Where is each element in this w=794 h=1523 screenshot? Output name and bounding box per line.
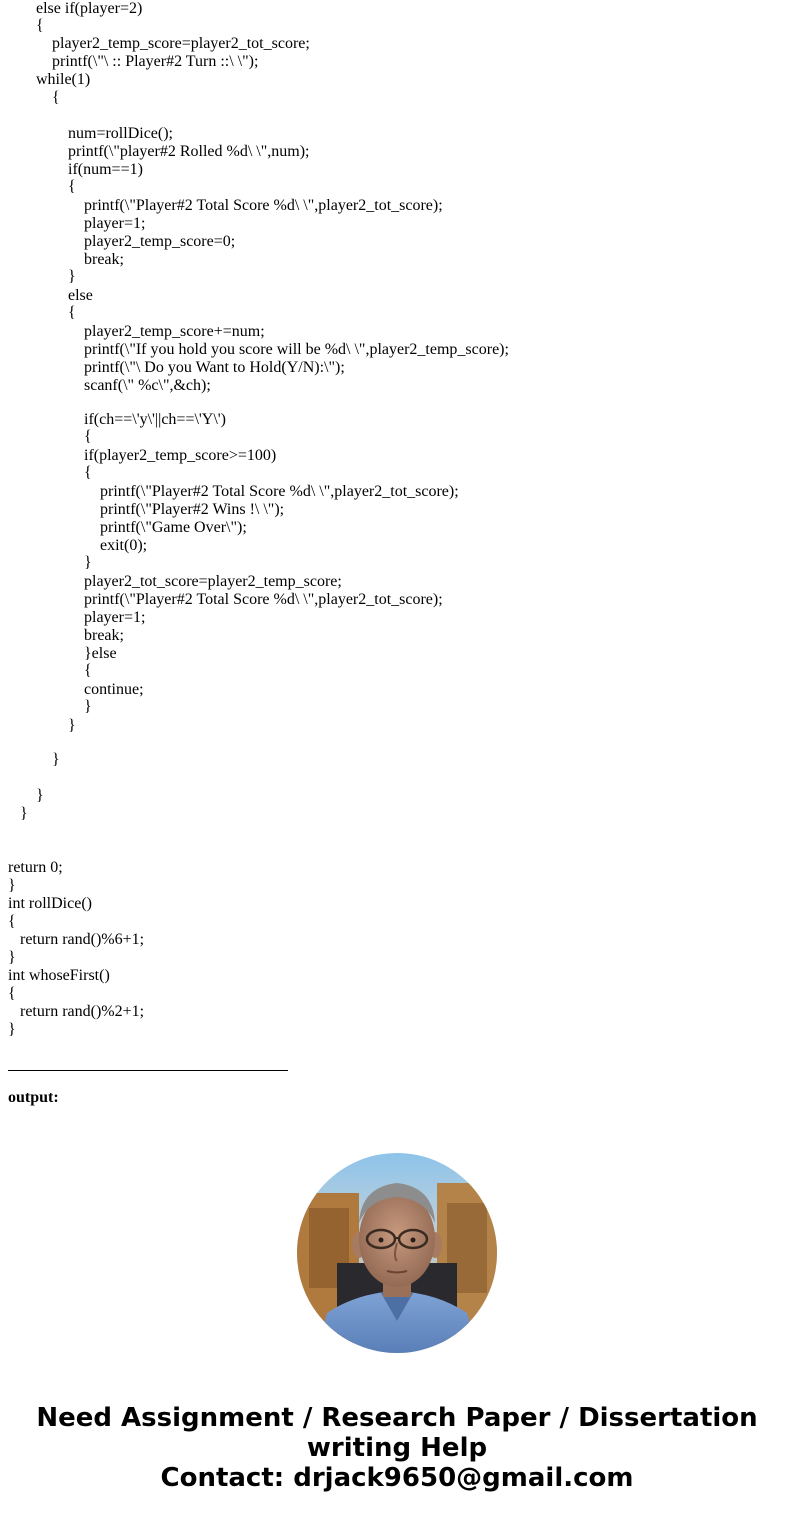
code-line: {: [8, 985, 16, 1002]
code-line: printf(\"If you hold you score will be %d\ \",player2_temp_score);: [84, 341, 509, 358]
promo-banner: [0, 1403, 794, 1493]
code-line: exit(0);: [100, 537, 148, 554]
code-line: }: [8, 877, 16, 894]
code-line: else if(player=2): [36, 0, 143, 17]
code-line: else: [68, 287, 93, 304]
code-line: return rand()%6+1;: [20, 931, 145, 948]
code-line: }: [84, 554, 92, 571]
code-line: {: [68, 178, 76, 195]
code-line: player2_temp_score=player2_tot_score;: [52, 35, 310, 52]
code-line: printf(\"\ :: Player#2 Turn ::\ \");: [52, 53, 259, 70]
code-line: break;: [84, 251, 124, 268]
code-line: printf(\"Player#2 Wins !\ \");: [100, 501, 285, 518]
code-line: player2_temp_score=0;: [84, 233, 236, 250]
code-line: }: [8, 1021, 16, 1038]
code-line: printf(\"\ Do you Want to Hold(Y/N):\");: [84, 359, 345, 376]
code-line: player=1;: [84, 215, 146, 232]
code-line: player2_temp_score+=num;: [84, 323, 265, 340]
code-line: return rand()%2+1;: [20, 1003, 145, 1020]
code-line: printf(\"Player#2 Total Score %d\ \",player2_tot_score);: [84, 591, 443, 608]
code-line: printf(\"Game Over\");: [100, 519, 247, 536]
code-line: {: [36, 17, 44, 34]
promo-line-1: Need Assignment / Research Paper / Dissertation: [36, 1403, 758, 1433]
code-line: printf(\"player#2 Rolled %d\ \",num);: [68, 143, 310, 160]
code-line: while(1): [36, 71, 91, 88]
code-line: }: [68, 268, 76, 285]
code-line: int whoseFirst(): [8, 967, 110, 984]
code-line: return 0;: [8, 859, 63, 876]
code-line: player2_tot_score=player2_temp_score;: [84, 573, 342, 590]
code-line: {: [8, 913, 16, 930]
code-line: {: [68, 304, 76, 321]
code-line: break;: [84, 627, 124, 644]
code-line: continue;: [84, 681, 144, 698]
code-line: }: [8, 949, 16, 966]
code-line: scanf(\" %c\",&ch);: [84, 377, 211, 394]
output-label: output:: [8, 1089, 59, 1106]
code-line: }: [52, 751, 60, 768]
author-avatar: [297, 1153, 497, 1353]
code-line: }: [84, 698, 92, 715]
code-line: if(player2_temp_score>=100): [84, 447, 277, 464]
code-line: }: [20, 805, 28, 822]
code-line: if(num==1): [68, 161, 143, 178]
code-line: num=rollDice();: [68, 125, 173, 142]
code-line: }else: [84, 645, 117, 662]
code-line: {: [84, 464, 92, 481]
divider: [8, 1070, 288, 1071]
code-line: int rollDice(): [8, 895, 92, 912]
code-line: printf(\"Player#2 Total Score %d\ \",player2_tot_score);: [84, 197, 443, 214]
code-line: if(ch==\'y\'||ch==\'Y\'): [84, 411, 226, 428]
code-line: {: [84, 662, 92, 679]
promo-line-3: Contact: drjack9650@gmail.com: [160, 1463, 634, 1493]
code-line: printf(\"Player#2 Total Score %d\ \",player2_tot_score);: [100, 483, 459, 500]
code-line: {: [84, 428, 92, 445]
promo-line-2: writing Help: [306, 1433, 488, 1463]
code-line: {: [52, 89, 60, 106]
code-line: }: [68, 717, 76, 734]
code-line: }: [36, 787, 44, 804]
code-line: player=1;: [84, 609, 146, 626]
